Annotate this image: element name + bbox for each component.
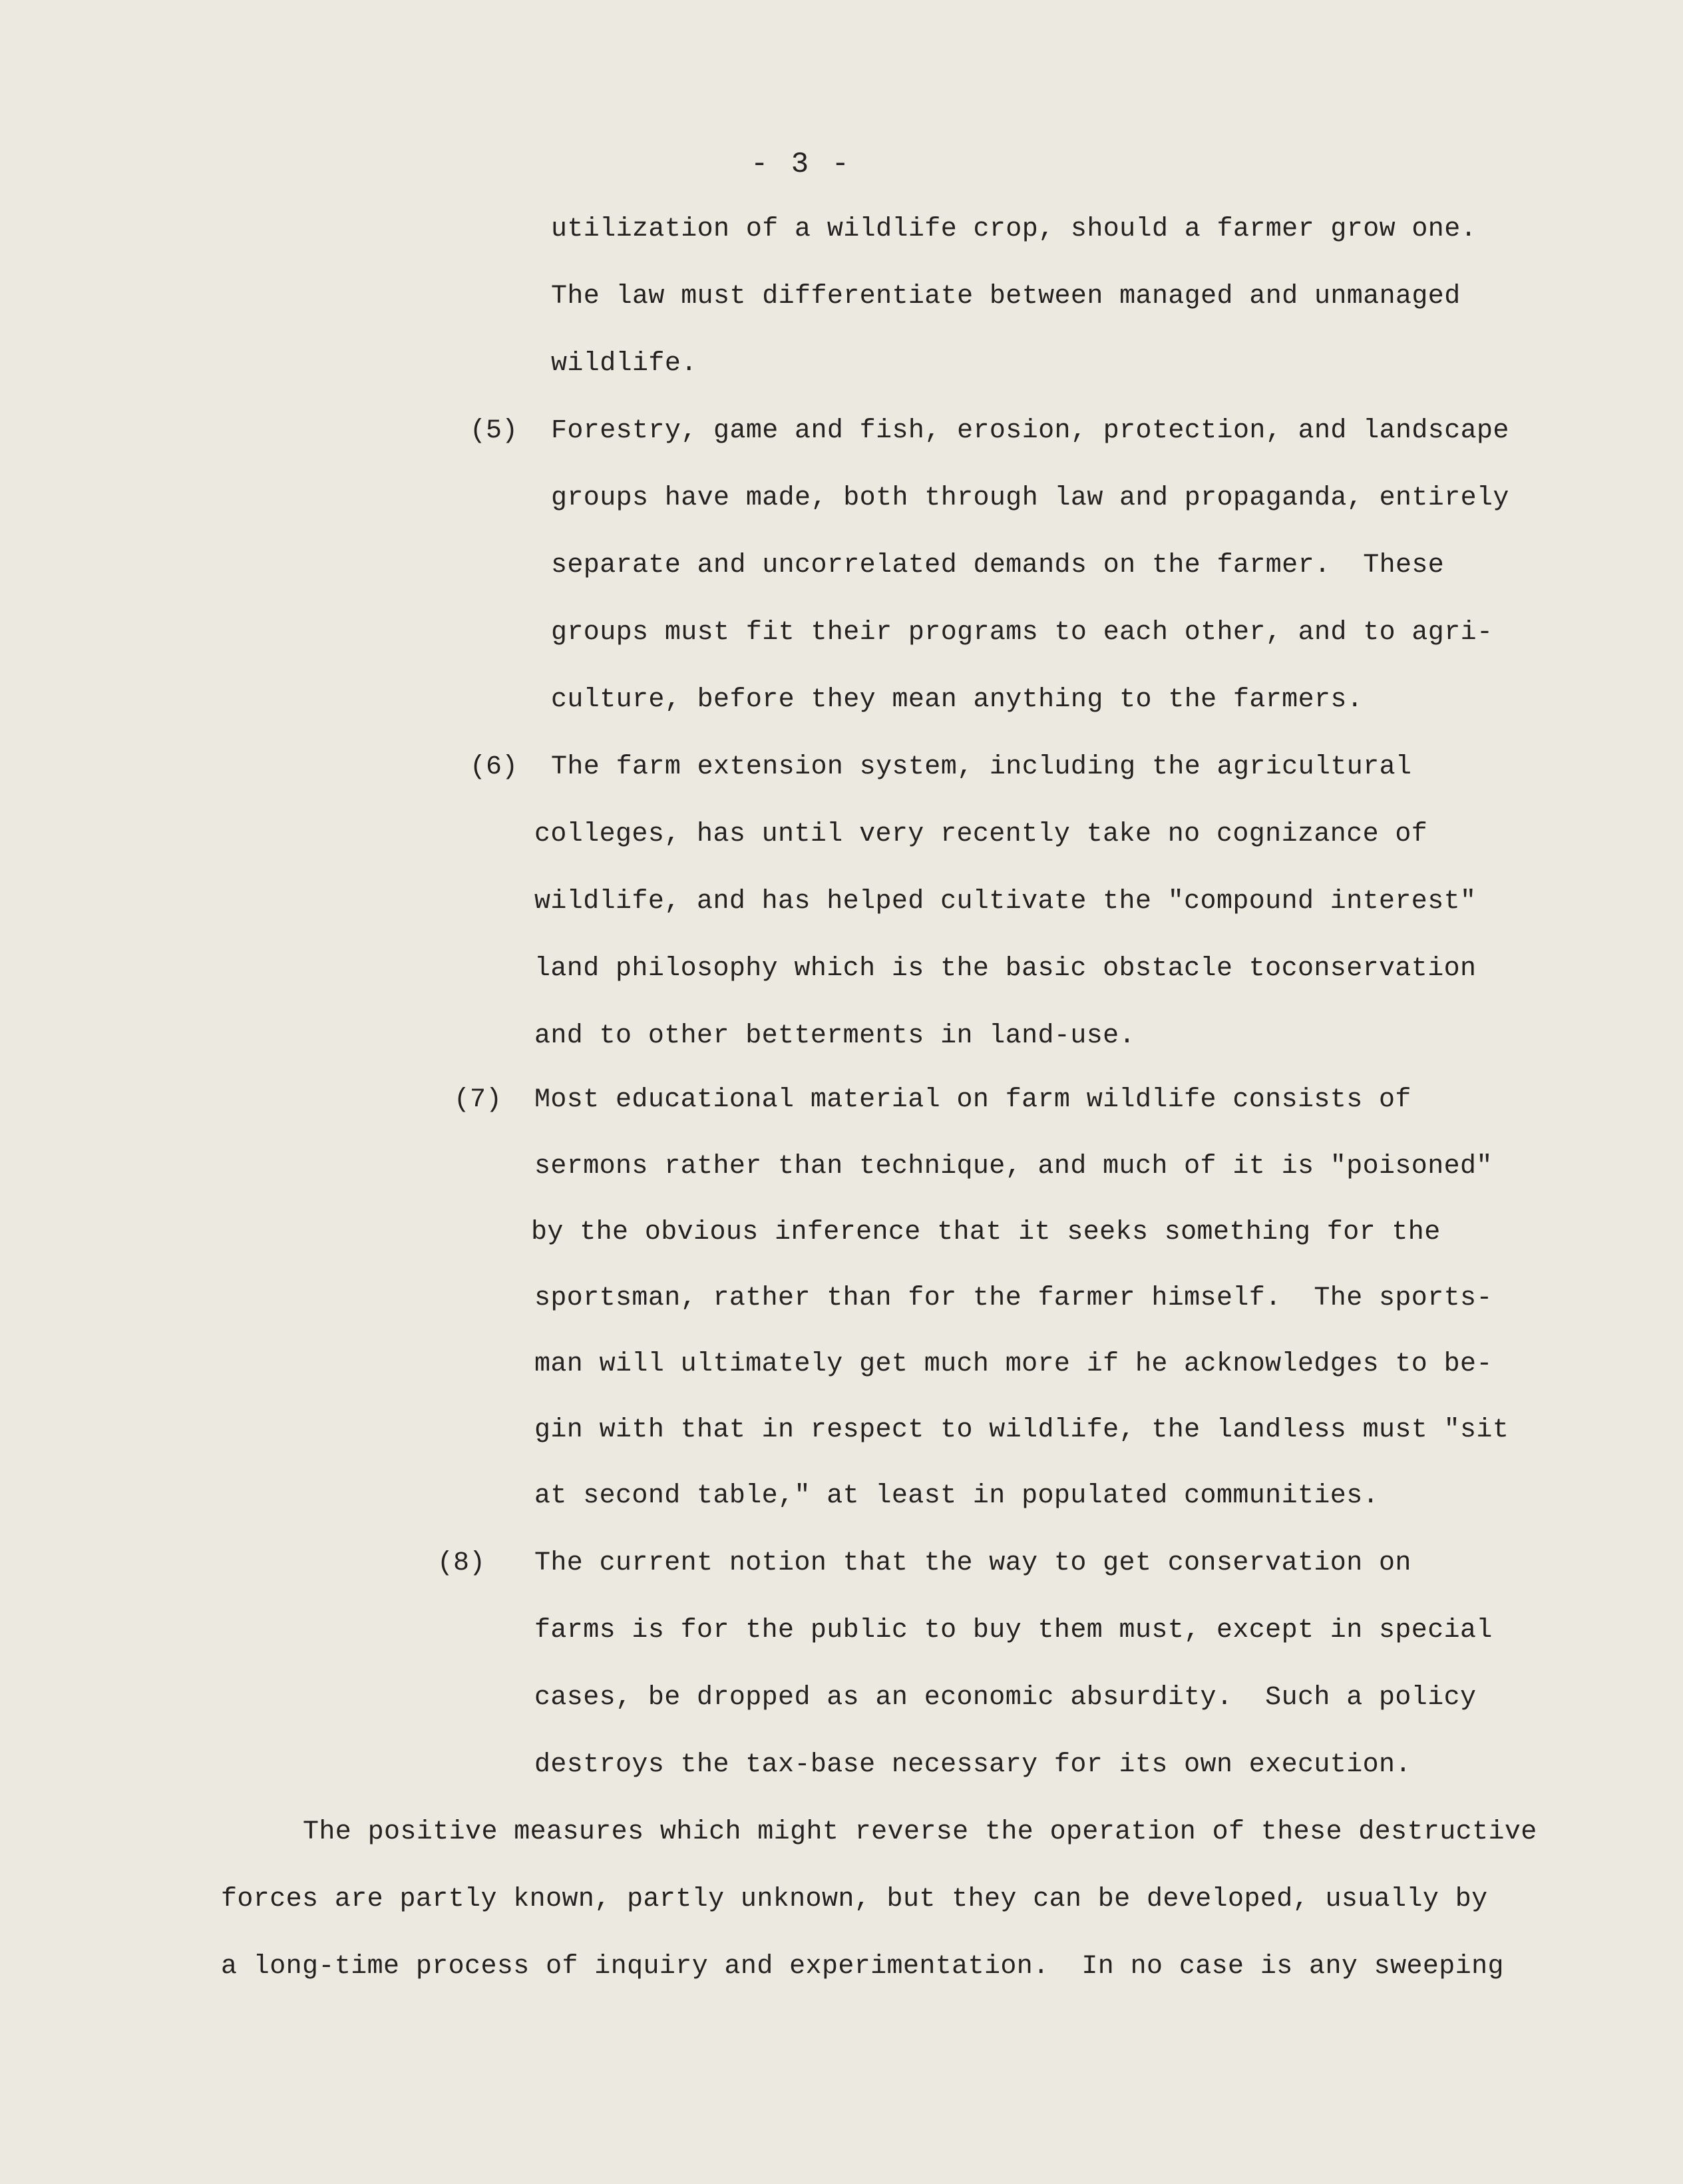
item-6-line: and to other betterments in land-use. <box>534 1021 1135 1051</box>
item-6-line: The farm extension system, including the agricultural <box>551 752 1412 782</box>
item-8-line: The current notion that the way to get conservation on <box>534 1548 1411 1578</box>
continuation-line: utilization of a wildlife crop, should a farmer grow one. <box>551 214 1477 244</box>
item-5-line: culture, before they mean anything to the farmers. <box>551 685 1364 715</box>
item-6-line: colleges, has until very recently take no cognizance of <box>534 819 1428 849</box>
item-6-line: wildlife, and has helped cultivate the "compound interest" <box>534 887 1477 917</box>
item-5-line: groups have made, both through law and propaganda, entirely <box>551 483 1509 513</box>
item-number-6: (6) <box>470 752 518 782</box>
item-7-line: by the obvious inference that it seeks something for the <box>531 1217 1441 1247</box>
closing-paragraph-line: forces are partly known, partly unknown, but they can be developed, usually by <box>221 1884 1488 1914</box>
item-5-line: Forestry, game and fish, erosion, protection, and landscape <box>551 416 1509 446</box>
item-5-line: separate and uncorrelated demands on the farmer. These <box>551 550 1445 580</box>
item-5-line: groups must fit their programs to each other, and to agri- <box>551 618 1493 648</box>
page-number: - 3 - <box>751 148 852 181</box>
item-7-line: gin with that in respect to wildlife, the landless must "sit <box>534 1415 1509 1445</box>
closing-paragraph-line: a long-time process of inquiry and experimentation. In no case is any sweeping <box>221 1952 1504 1982</box>
item-8-line: cases, be dropped as an economic absurdity. Such a policy <box>534 1683 1477 1713</box>
item-7-line: Most educational material on farm wildlife consists of <box>534 1085 1411 1115</box>
item-number-7: (7) <box>454 1085 502 1115</box>
item-7-line: sermons rather than technique, and much of it is "poisoned" <box>534 1152 1493 1182</box>
item-7-line: sportsman, rather than for the farmer himself. The sports- <box>534 1283 1493 1313</box>
continuation-line: The law must differentiate between managed and unmanaged <box>551 282 1461 312</box>
item-number-5: (5) <box>470 416 518 446</box>
item-7-line: man will ultimately get much more if he acknowledges to be- <box>534 1349 1493 1379</box>
closing-paragraph-line: The positive measures which might reverse the operation of these destructive <box>303 1817 1537 1847</box>
item-6-line: land philosophy which is the basic obstacle toconservation <box>534 954 1477 984</box>
item-7-line: at second table," at least in populated communities. <box>534 1481 1380 1511</box>
item-number-8: (8) <box>437 1548 486 1578</box>
item-8-line: farms is for the public to buy them must, except in special <box>534 1616 1493 1645</box>
continuation-line: wildlife. <box>551 349 697 379</box>
item-8-line: destroys the tax-base necessary for its own execution. <box>534 1750 1411 1780</box>
